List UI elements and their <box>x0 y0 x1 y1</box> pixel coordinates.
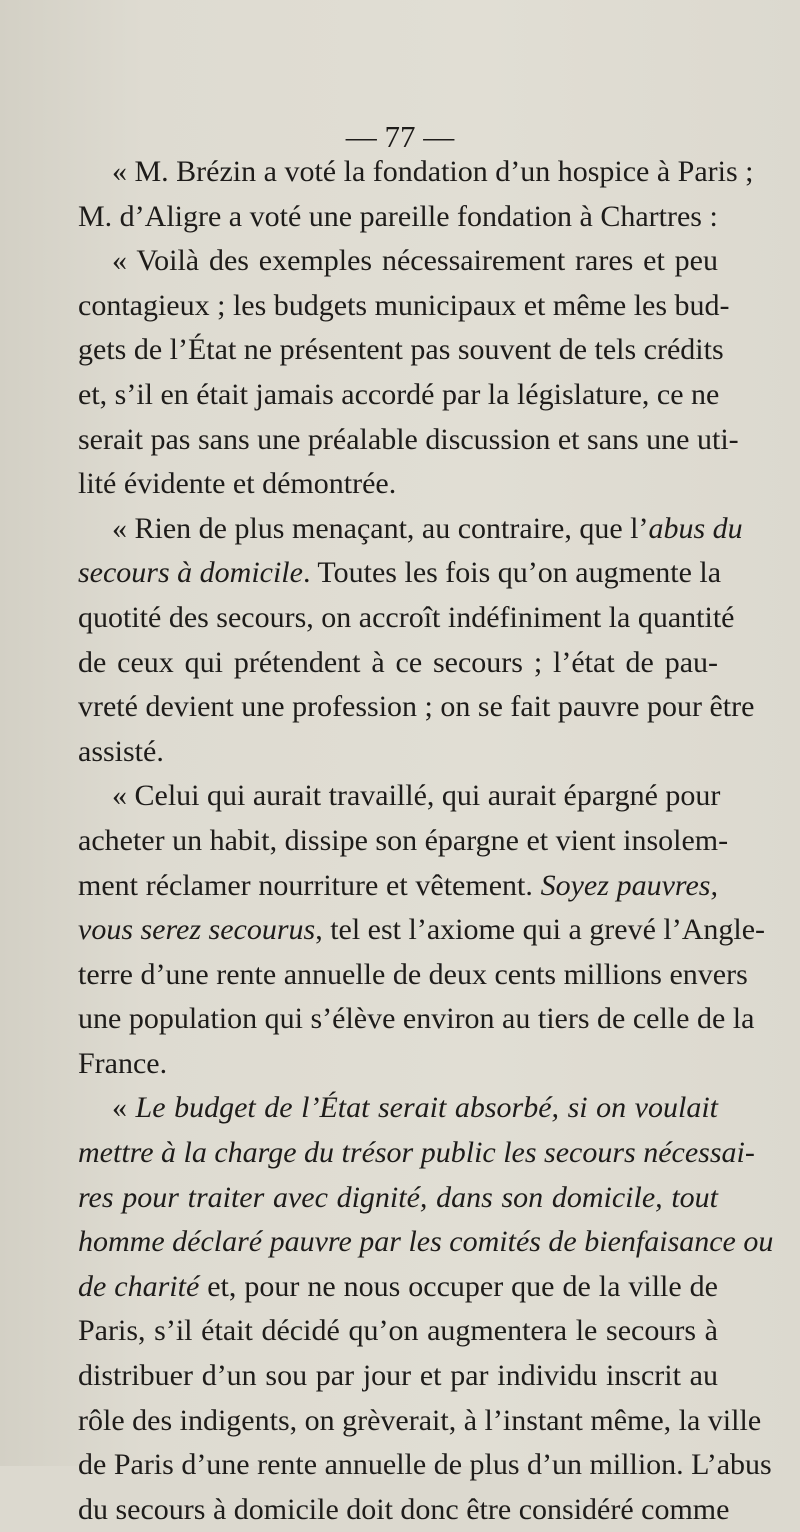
page-number: — 77 — <box>345 119 455 154</box>
text-segment: de ceux qui prétendent à ce secours ; l’état de pau- <box>78 645 718 679</box>
text-segment: lité évidente et démontrée. <box>78 467 397 501</box>
text-line <box>78 1354 718 1399</box>
text-segment: et, s’il en était jamais accordé par la législature, ce ne <box>78 377 720 411</box>
text-segment: . Toutes les fois qu’on augmente la <box>302 556 722 590</box>
text-line <box>78 641 718 686</box>
text-line <box>78 551 722 596</box>
text-line <box>78 373 718 418</box>
text-segment: gets de l’État ne présentent pas souvent de tels crédits <box>78 333 724 367</box>
text-segment: assisté. <box>78 734 164 768</box>
text-segment: , tel est l’axiome qui a grevé l’Angle- <box>315 913 766 947</box>
text-segment: rôle des indigents, on grèverait, à l’instant même, la ville <box>78 1403 762 1437</box>
italic-text-segment: Soyez pauvres, <box>540 868 718 902</box>
text-line <box>78 953 748 998</box>
text-segment: une population qui s’élève environ au tiers de celle de la <box>78 1002 755 1036</box>
text-line <box>78 462 718 507</box>
text-segment: distribuer d’un sou par jour et par individu inscrit au <box>78 1359 718 1393</box>
page-body-text <box>78 150 774 1532</box>
text-segment: quotité des secours, on accroît indéfiniment la quantité <box>78 600 735 634</box>
text-line <box>78 1265 718 1310</box>
text-line <box>78 1086 718 1131</box>
italic-text-segment: Le budget de l’État serait absorbé, si on voulait <box>135 1091 718 1125</box>
text-line <box>78 1488 730 1532</box>
italic-text-segment: mettre à la charge du trésor public les secours nécessai- <box>78 1136 755 1170</box>
text-line <box>78 418 739 463</box>
text-line <box>78 1220 774 1265</box>
text-line <box>78 730 718 775</box>
italic-text-segment: homme déclaré pauvre par les comités de bienfaisance ou <box>78 1225 774 1259</box>
text-segment: et, pour ne nous occuper que de la ville de <box>199 1269 718 1303</box>
italic-text-segment: de charité <box>78 1269 200 1303</box>
text-segment: Paris, s’il était décidé qu’on augmentera le secours à <box>78 1314 718 1348</box>
text-line <box>78 239 718 284</box>
text-segment: vreté devient une profession ; on se fait pauvre pour être <box>78 690 755 724</box>
text-segment: « Voilà des exemples nécessairement rares et peu <box>112 244 718 278</box>
text-line <box>78 819 729 864</box>
text-line <box>78 507 743 552</box>
text-line <box>78 195 718 240</box>
text-segment: « Celui qui aurait travaillé, qui aurait épargné pour <box>112 779 721 813</box>
text-segment: « M. Brézin a voté la fondation d’un hospice à Paris ; <box>112 155 754 188</box>
text-segment: ment réclamer nourriture et vêtement. <box>78 868 541 902</box>
text-line <box>78 284 730 329</box>
text-line <box>78 1042 718 1087</box>
text-line <box>78 864 718 909</box>
text-line <box>78 596 735 641</box>
text-segment: terre d’une rente annuelle de deux cents millions envers <box>78 957 748 991</box>
text-line <box>78 1399 762 1444</box>
text-line <box>78 328 724 373</box>
text-segment: France. <box>78 1046 168 1080</box>
text-segment: « <box>112 1091 136 1125</box>
italic-text-segment: abus du <box>648 511 743 545</box>
text-segment: contagieux ; les budgets municipaux et même les bud- <box>78 288 730 322</box>
italic-text-segment: vous serez secourus <box>78 913 316 947</box>
text-line <box>78 1131 755 1176</box>
text-segment: acheter un habit, dissipe son épargne et vient insolem- <box>78 823 729 857</box>
text-segment: du secours à domicile doit donc être considéré comme <box>78 1492 730 1526</box>
text-line <box>78 685 755 730</box>
text-line <box>78 1176 718 1221</box>
italic-text-segment: secours à domicile <box>78 556 303 590</box>
text-line <box>78 150 754 195</box>
text-segment: « Rien de plus menaçant, au contraire, que l’ <box>112 511 649 545</box>
text-segment: serait pas sans une préalable discussion et sans une uti- <box>78 422 739 456</box>
text-segment: de Paris d’une rente annuelle de plus d’un million. L’abus <box>78 1448 772 1482</box>
text-line <box>78 774 721 819</box>
italic-text-segment: res pour traiter avec dignité, dans son domicile, tout <box>78 1180 718 1214</box>
text-line <box>78 908 766 953</box>
text-segment: M. d’Aligre a voté une pareille fondation à Chartres : <box>78 199 718 233</box>
text-line <box>78 1309 718 1354</box>
text-line <box>78 997 755 1042</box>
